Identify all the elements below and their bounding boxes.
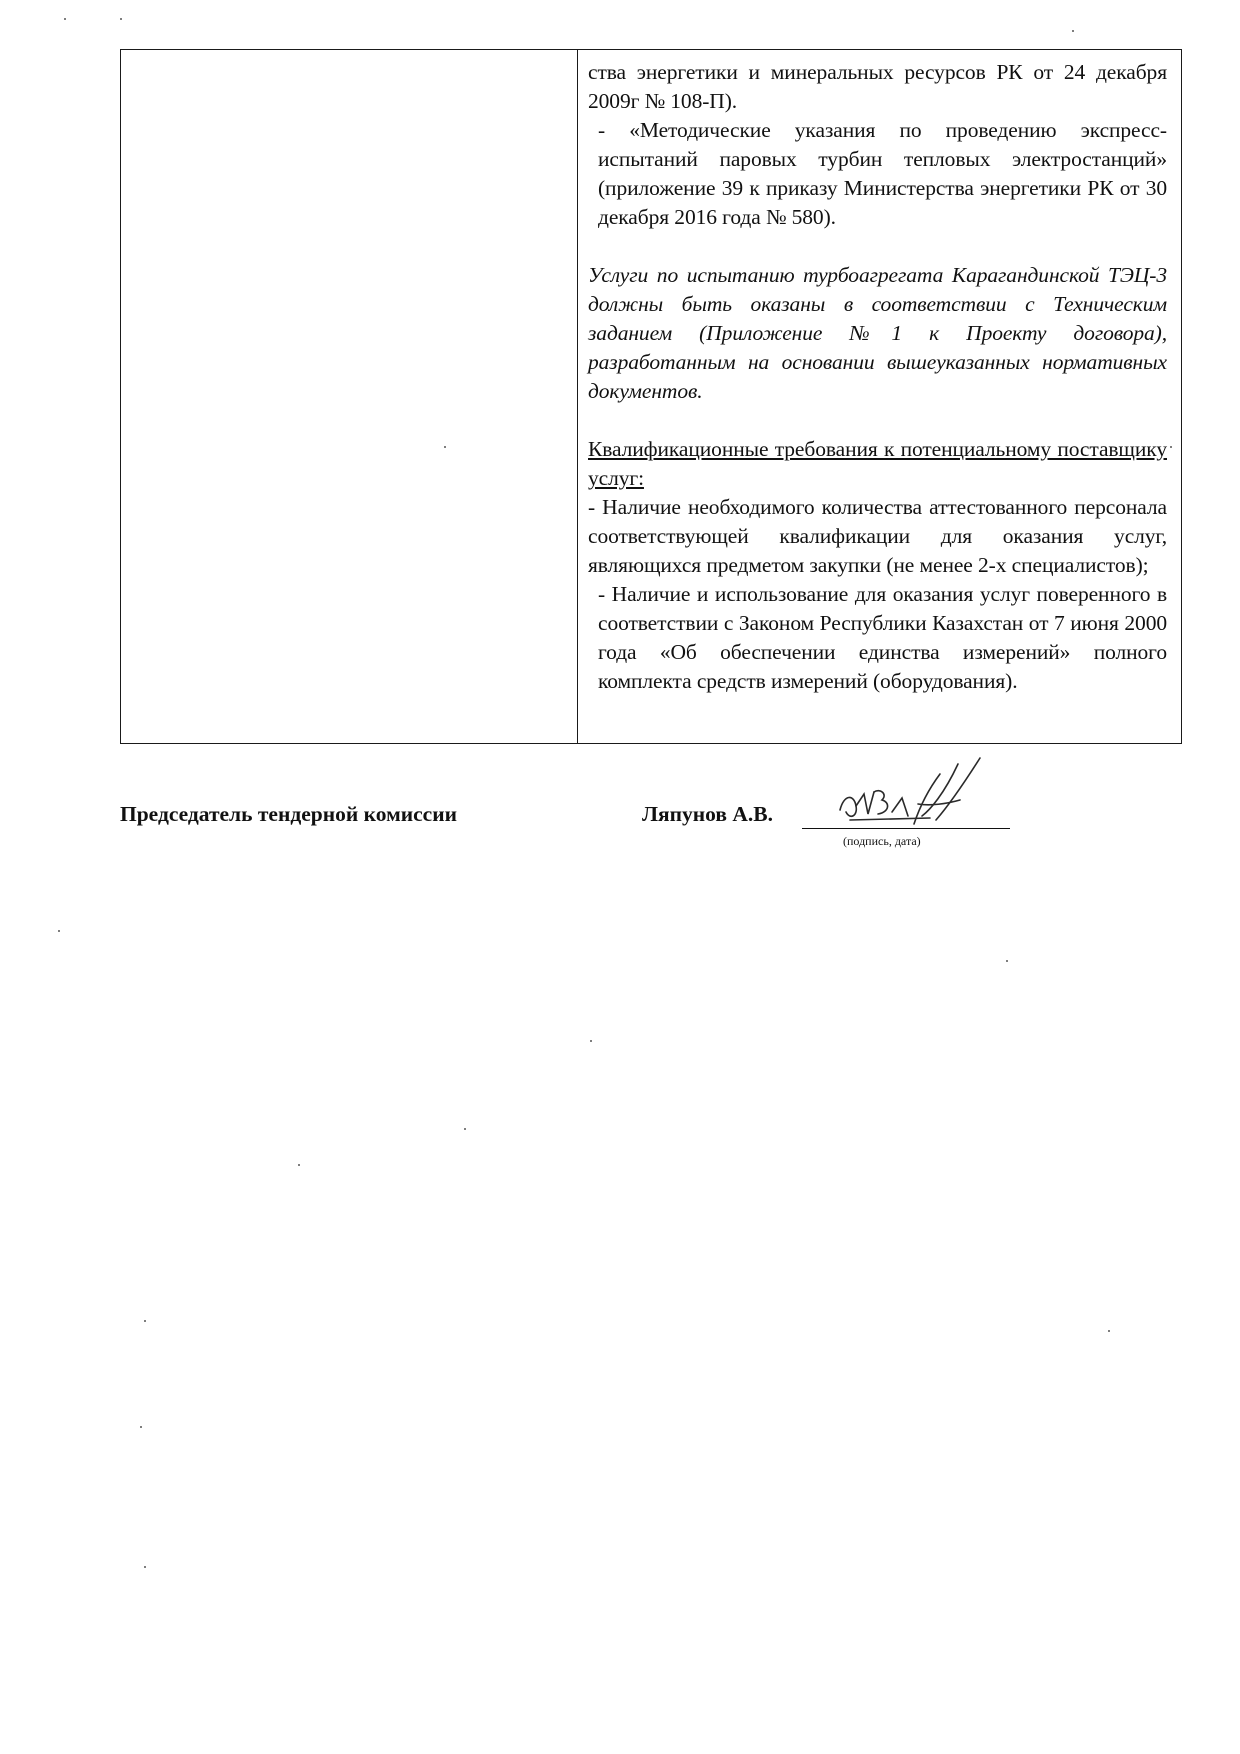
scan-speck bbox=[444, 446, 446, 448]
paragraph-ministry-ref: ства энергетики и минеральных ресурсов РК от 24 декабря 2009г № 108-П). bbox=[588, 60, 1167, 113]
scan-speck bbox=[590, 1040, 592, 1042]
scan-speck bbox=[298, 1164, 300, 1166]
paragraph-method-guidelines: - «Методические указания по проведению экспресс-испытаний паровых турбин тепловых электростанций» (приложение 39 к приказу Министерства энергетики РК от 30 декабря 2016 года № 580). bbox=[598, 118, 1167, 229]
signatory-name: Ляпунов А.В. bbox=[642, 802, 773, 826]
qualification-heading: Квалификационные требования к потенциальному поставщику услуг: bbox=[588, 437, 1167, 490]
requirements-table bbox=[120, 49, 1182, 744]
paragraph-services-statement: Услуги по испытанию турбоагрегата Карагандинской ТЭЦ-3 должны быть оказаны в соответствии с Техническим заданием (Приложение №1 к Проекту договора), разработанным на основании вышеуказанных нормативных документов. bbox=[588, 263, 1167, 403]
requirement-personnel: - Наличие необходимого количества аттестованного персонала соответствующей квалификации для оказания услуг, являющихся предметом закупки (не менее 2-х специалистов); bbox=[588, 495, 1167, 577]
scan-speck bbox=[64, 18, 66, 20]
scan-speck bbox=[1108, 1330, 1110, 1332]
table-left-cell bbox=[121, 50, 578, 743]
requirement-equipment: - Наличие и использование для оказания услуг поверенного в соответствии с Законом Республики Казахстан от 7 июня 2000 года «Об обеспечении единства измерений» полного комплекта средств измерений (оборудования). bbox=[598, 582, 1167, 693]
scan-speck bbox=[1006, 960, 1008, 962]
scan-speck bbox=[58, 930, 60, 932]
table-right-cell bbox=[578, 50, 1181, 743]
signature-caption: (подпись, дата) bbox=[843, 834, 921, 848]
scan-speck bbox=[1072, 30, 1074, 32]
handwritten-signature bbox=[810, 754, 1010, 838]
signature-block bbox=[120, 802, 1120, 862]
scan-speck bbox=[144, 1320, 146, 1322]
scan-speck bbox=[120, 18, 122, 20]
scan-speck bbox=[464, 1128, 466, 1130]
scan-speck bbox=[140, 1426, 142, 1428]
scan-speck bbox=[144, 1566, 146, 1568]
commission-chair-title: Председатель тендерной комиссии bbox=[120, 802, 457, 826]
scan-speck bbox=[1170, 446, 1172, 448]
